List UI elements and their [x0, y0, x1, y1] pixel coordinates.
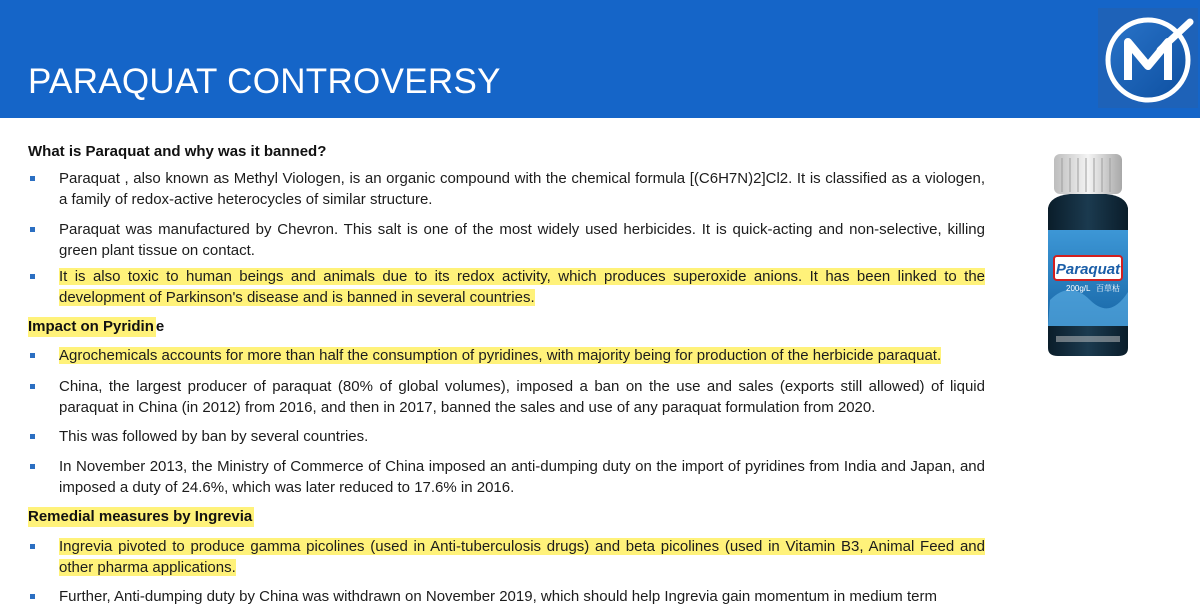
bullet-marker: [30, 384, 35, 389]
bullet-marker: [30, 176, 35, 181]
page-title: PARAQUAT CONTROVERSY: [28, 62, 501, 101]
bullet-item-highlighted: It is also toxic to human beings and animals due to its redox activity, which produces superoxide anions. It has been linked to the development of Parkinson's disease and is banned in several countries.: [30, 267, 985, 308]
bullet-marker: [30, 464, 35, 469]
bullet-marker: [30, 594, 35, 599]
bullet-item: China, the largest producer of paraquat (80% of global volumes), imposed a ban on the use and sales (exports still allowed) of liquid paraquat in China (in 2012) from 2016, and then in 2017, banned the sales and use of any paraquat formulation from 2020.: [30, 377, 985, 418]
bullet-item: Further, Anti-dumping duty by China was withdrawn on November 2019, which should help Ingrevia gain momentum in medium term: [30, 587, 985, 608]
bullet-item: This was followed by ban by several countries.: [30, 427, 985, 448]
bullet-item-highlighted: Ingrevia pivoted to produce gamma picolines (used in Anti-tuberculosis drugs) and beta picolines (used in Vitamin B3, Animal Feed and other pharma applications.: [30, 537, 985, 578]
company-logo: [1098, 8, 1198, 108]
bullet-marker: [30, 274, 35, 279]
bullet-item-highlighted: Agrochemicals accounts for more than half the consumption of pyridines, with majority being for production of the herbicide paraquat.: [30, 346, 985, 367]
bullet-item: Paraquat was manufactured by Chevron. This salt is one of the most widely used herbicides. It is quick-acting and non-selective, killing green plant tissue on contact.: [30, 220, 985, 261]
title-banner: [0, 0, 1200, 118]
bullet-marker: [30, 353, 35, 358]
section-heading-what-is-paraquat: What is Paraquat and why was it banned?: [28, 143, 327, 160]
svg-text:200g/L: 200g/L: [1066, 284, 1091, 293]
bullet-marker: [30, 544, 35, 549]
svg-text:M: M: [1148, 104, 1149, 105]
paraquat-bottle-image: [1030, 150, 1145, 360]
section-heading-remedial-measures: Remedial measures by Ingrevia: [28, 508, 253, 525]
bullet-item: In November 2013, the Ministry of Commerce of China imposed an anti-dumping duty on the import of pyridines from India and Japan, and imposed a duty of 24.6%, which was later reduced to 17.6% in 2016.: [30, 457, 985, 498]
bullet-item: Paraquat , also known as Methyl Viologen, is an organic compound with the chemical formula [(C6H7N)2]Cl2. It is classified as a viologen, a family of redox-active heterocycles of similar structure.: [30, 169, 985, 210]
svg-text:百草枯: 百草枯: [1096, 284, 1120, 293]
svg-text:Paraquat: Paraquat: [1055, 261, 1121, 278]
bullet-marker: [30, 434, 35, 439]
bullet-marker: [30, 227, 35, 232]
section-heading-impact-on-pyridine: Impact on Pyridin e: [28, 318, 165, 335]
